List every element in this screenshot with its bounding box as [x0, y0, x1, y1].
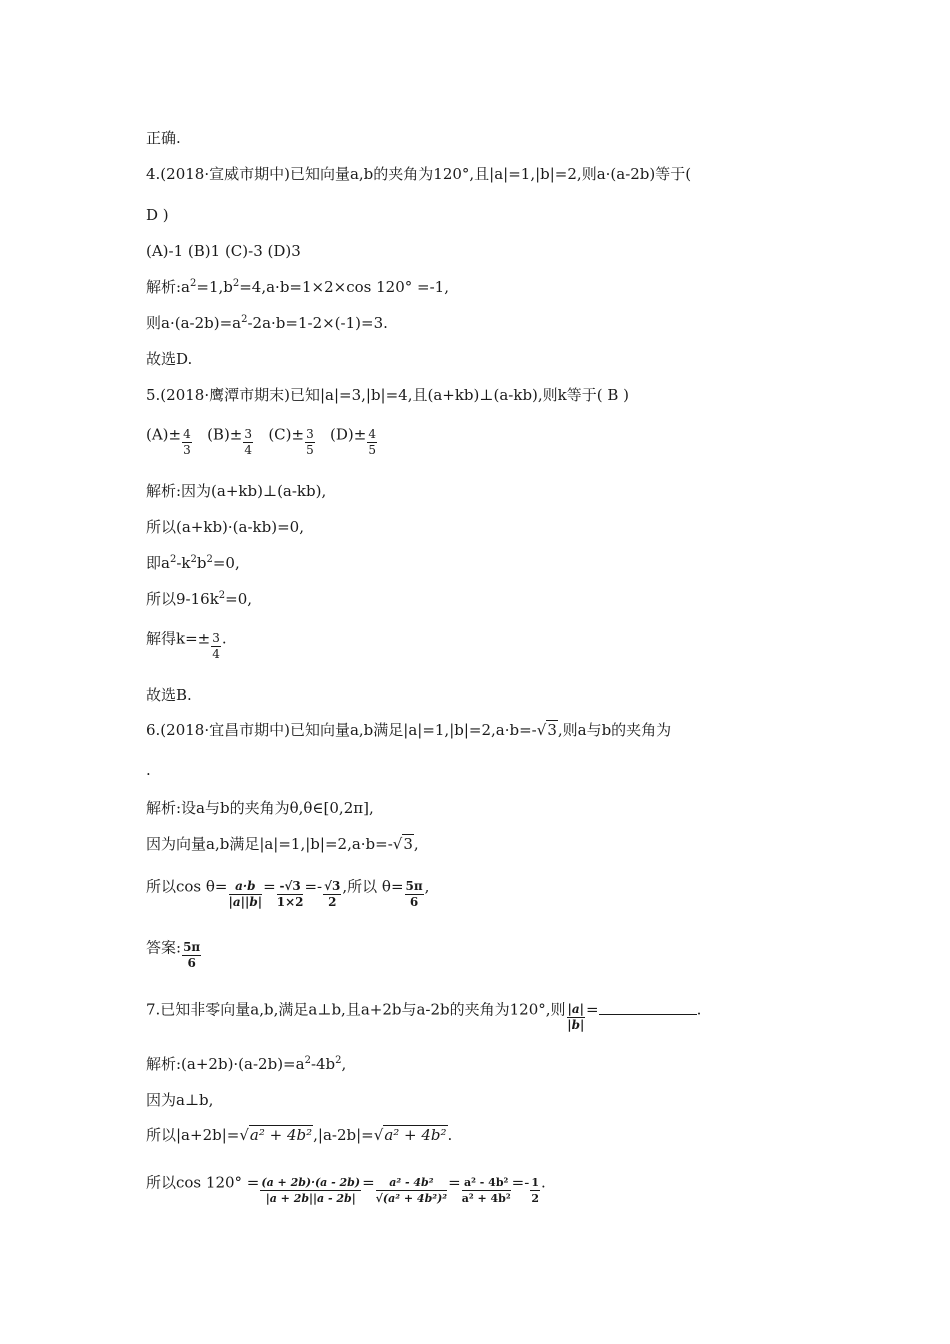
solution-line: 即$a^2-k^2b^2=0$, — [146, 554, 240, 572]
text-line: 正确. — [146, 129, 181, 147]
question-5: 5.(2018·鹰潭市期末)已知|a|=3,|b|=4,且(a+kb)⊥(a-kb),则k等于( B ) — [146, 386, 630, 404]
question-4-answer: D ) — [146, 206, 169, 224]
question-4-options: (A)-1 (B)1 (C)-3 (D)3 — [146, 242, 301, 260]
solution-line: 解析$:a^2=1,b^2=4,a\cdot b=1\times 2\times\cos$ 120° =-1, — [146, 278, 449, 296]
solution-line: 所以cos 120° = $\frac{(a + 2b)\cdot(a - 2b)}{|a + 2b||a - 2b|}$ = $\frac{\text{a² - 4b²}}{\text{√(a² + 4b²)²}}$ = $\frac{\text{a² - 4b²}}{\text{a² + 4b²}}$ =- $\frac{1}{2}$ . — [146, 1173, 546, 1205]
question-6-blank: . — [146, 761, 151, 779]
solution-line: 所以|a+2b|=√a² + 4b²,|a-2b|=√a² + 4b². — [146, 1126, 453, 1144]
solution-line: 故选D. — [146, 350, 193, 368]
question-5-options: (A)± $\frac{4}{3}$ (B)± $\frac{3}{4}$ (C)± $\frac{3}{5}$ (D)± $\frac{4}{5}$ — [146, 425, 376, 457]
solution-line: 解析:设a与b的夹角为θ,θ∈[0,2π], — [146, 799, 374, 817]
answer-blank — [599, 1000, 697, 1015]
solution-line: 解得k=± $\frac{3}{4}$ . — [146, 629, 227, 661]
solution-line: 故选B. — [146, 686, 192, 704]
answer-line: 答案: $\frac{5\pi}{6}$ — [146, 938, 201, 970]
question-6: 6.(2018·宜昌市期中)已知向量a,b满足|a|=1,|b|=2,a·b=-√3,则a与b的夹角为 — [146, 721, 672, 739]
question-4: 4.(2018·宣威市期中)已知向量a,b的夹角为120°,且|a|=1,|b|=2,则a·(a-2b)等于( — [146, 165, 692, 183]
solution-line: 解析:因为(a+kb)⊥(a-kb), — [146, 482, 327, 500]
solution-line: 解析$:(a+2b)\cdot(a-2b)=a^2-4b^2$, — [146, 1055, 347, 1073]
question-7: 7.已知非零向量a,b,满足a⊥b,且a+2b与a-2b的夹角为120°,则 $\frac{|a|}{|b|}$ = . — [146, 1000, 702, 1032]
solution-line: 因为a⊥b, — [146, 1091, 214, 1109]
solution-line: 所以cos θ= $\frac{a\cdot b}{|a||b|}$ = $\frac{-√3}{1\times 2}$ =- $\frac{√3}{2}$ ,所以 θ= $\frac{5\pi}{6}$ , — [146, 877, 430, 909]
solution-line: 因为向量a,b满足|a|=1,|b|=2,a·b=-√3, — [146, 835, 419, 853]
solution-line: 所以$9-16k^2=0$, — [146, 590, 253, 608]
solution-line: 所以(a+kb)·(a-kb)=0, — [146, 518, 304, 536]
solution-line: 则$a\cdot(a-2b)=a^2-2a\cdot b=1-2\times(-1)=3$. — [146, 314, 388, 332]
